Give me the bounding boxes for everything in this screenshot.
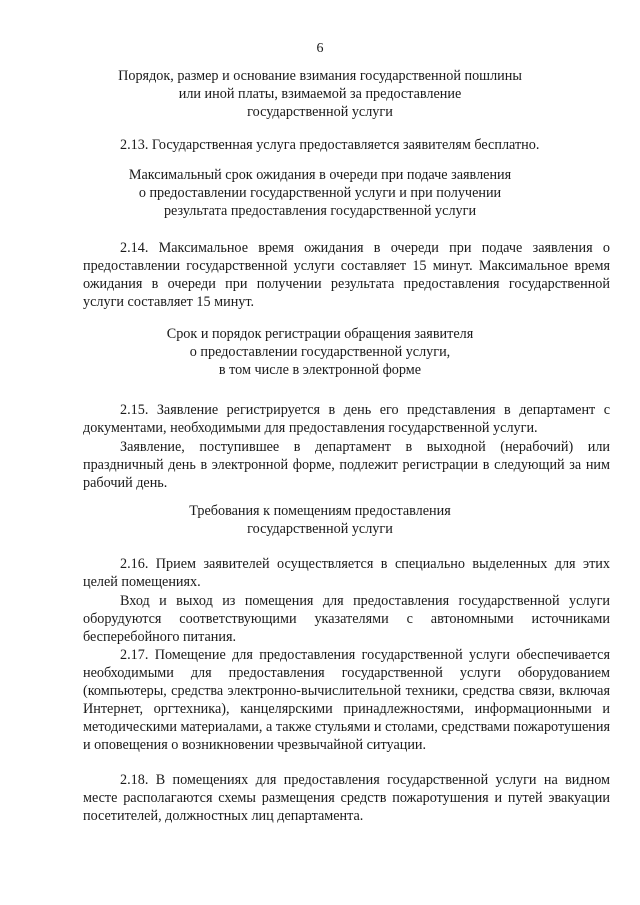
heading-line: о предоставлении государственной услуги, <box>189 344 451 360</box>
registration-section-heading <box>0 325 640 379</box>
fee-section-heading <box>0 67 640 121</box>
heading-line: результата предоставления государственной услуги <box>163 203 477 219</box>
paragraph-2-16: 2.16. Прием заявителей осуществляется в специально выделенных для этих целей помещениях. <box>83 556 610 590</box>
heading-line: о предоставлении государственной услуги и при получении <box>138 185 502 201</box>
paragraph-2-13: 2.13. Государственная услуга предоставляется заявителям бесплатно. <box>120 137 540 153</box>
heading-line: Максимальный срок ожидания в очереди при подаче заявления <box>128 167 512 183</box>
heading-line: Срок и порядок регистрации обращения заявителя <box>166 326 474 342</box>
paragraph-2-17: 2.17. Помещение для предоставления государственной услуги обеспечивается необходимыми для предоставления государственной услуги оборудованием (компьютеры, средства электронно-вычислительной техники, средства связи, включая Интернет, оргтехника), канцелярскими принадлежностями, информационными и методическими материалами, а также стульями и столами, средствами пожаротушения и оповещения о возникновении чрезвычайной ситуации. <box>83 647 610 753</box>
paragraph-2-18: 2.18. В помещениях для предоставления государственной услуги на видном месте располагаются схемы размещения средств пожаротушения и путей эвакуации посетителей, должностных лиц департамента. <box>83 772 610 824</box>
heading-line: Требования к помещениям предоставления <box>189 503 451 519</box>
paragraph-2-15: 2.15. Заявление регистрируется в день его представления в департамент с документами, необходимыми для предоставления государственной услуги. <box>83 402 610 436</box>
heading-line: в том числе в электронной форме <box>218 362 422 378</box>
premises-section-heading <box>0 502 640 538</box>
heading-line: государственной услуги <box>247 104 393 120</box>
paragraph-2-14: 2.14. Максимальное время ожидания в очереди при подаче заявления о предоставлении государственной услуги составляет 15 минут. Максимальное время ожидания в очереди при получении результата предоставления государственной услуги составляет 15 минут. <box>83 240 610 310</box>
queue-section-heading <box>0 166 640 220</box>
paragraph-2-15-continued: Заявление, поступившее в департамент в выходной (нерабочий) или праздничный день в электронной форме, подлежит регистрации в следующий за ним рабочий день. <box>83 439 610 491</box>
heading-line: Порядок, размер и основание взимания государственной пошлины <box>118 68 522 84</box>
paragraph-2-16-continued: Вход и выход из помещения для предоставления государственной услуги оборудуются соответствующими указателями с автономными источниками бесперебойного питания. <box>83 593 610 645</box>
heading-line: государственной услуги <box>247 521 393 537</box>
heading-line: или иной платы, взимаемой за предоставление <box>178 86 462 102</box>
page-number: 6 <box>316 41 324 56</box>
